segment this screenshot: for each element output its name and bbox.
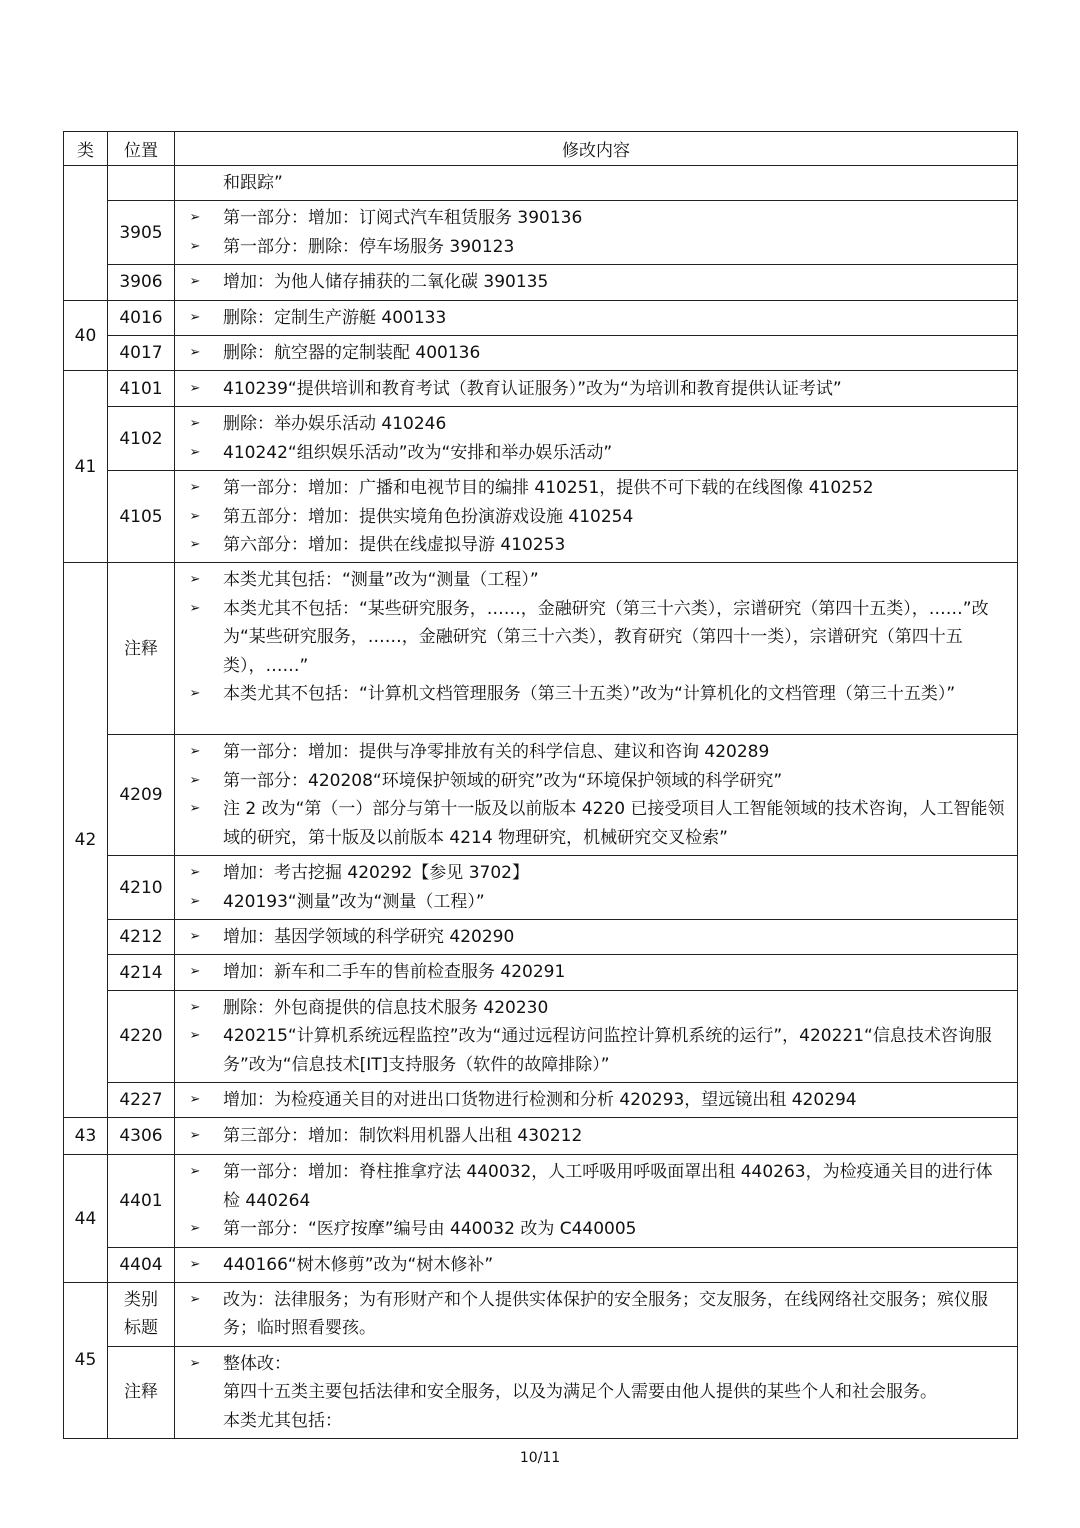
table-row [64,919,1018,954]
arrow-bullet-icon: ➢ [189,416,201,432]
table-row [64,1282,1018,1346]
bullet-item [185,1286,1009,1343]
class-cell: 42 [64,563,108,1118]
item-text: 增加：为检疫通关目的对进出口货物进行检测和分析 420293，望远镜出租 420294 [223,1089,857,1110]
position-label: 4017 [119,343,163,364]
bullet-item [185,1251,1009,1279]
item-text: 改为：法律服务；为有形财产和个人提供实体保护的安全服务；交友服务，在线网络社交服务；殡仪服务；临时照看婴孩。 [223,1289,988,1339]
class-cell: 40 [64,300,108,371]
position-cell [108,919,175,954]
position-label: 标题 [124,1318,158,1339]
table-row [64,955,1018,990]
bullet-item [185,680,1009,708]
arrow-bullet-icon: ➢ [189,572,201,588]
content-cell [175,990,1018,1082]
arrow-bullet-icon: ➢ [189,1128,201,1144]
position-cell [108,407,175,471]
arrow-bullet-icon: ➢ [189,865,201,881]
position-label: 3906 [119,272,163,293]
item-text: 增加：为他人储存捕获的二氧化碳 390135 [223,272,549,293]
table-row [64,407,1018,471]
content-cell [175,1282,1018,1346]
position-cell [108,1155,175,1247]
arrow-bullet-icon: ➢ [189,928,201,944]
position-cell [108,563,175,735]
table-row [64,371,1018,407]
table-body [64,166,1018,1439]
bullet-item [185,958,1009,986]
position-label: 4214 [119,962,163,983]
bullet-item [185,339,1009,367]
item-text: 删除：定制生产游艇 400133 [223,307,447,328]
item-text: 和跟踪” [223,173,283,193]
arrow-bullet-icon: ➢ [189,600,201,616]
text-line [185,1407,1009,1435]
position-label: 4404 [119,1254,163,1275]
position-cell [108,265,175,300]
arrow-bullet-icon: ➢ [189,380,201,396]
content-cell [175,300,1018,335]
item-text: 增加：考古挖掘 420292【参见 3702】 [223,863,529,884]
position-label: 注释 [124,638,158,659]
arrow-bullet-icon: ➢ [189,1028,201,1044]
item-text: 第六部分：增加：提供在线虚拟导游 410253 [223,535,566,556]
position-label: 4209 [119,785,163,806]
class-cell: 41 [64,371,108,563]
item-text: 删除：外包商提供的信息技术服务 420230 [223,997,549,1018]
bullet-item [185,531,1009,559]
table-row [64,1247,1018,1282]
position-cell [108,336,175,371]
arrow-bullet-icon: ➢ [189,238,201,254]
bullet-item [185,1022,1009,1079]
item-text: 本类尤其不包括：“计算机文档管理服务（第三十五类）”改为“计算机化的文档管理（第三十五类）” [223,684,956,705]
position-cell [108,1346,175,1438]
table-row [64,201,1018,265]
content-cell [175,856,1018,920]
position-cell [108,166,175,201]
position-cell [108,300,175,335]
arrow-bullet-icon: ➢ [189,772,201,788]
item-text: 第一部分：增加：提供与净零排放有关的科学信息、建议和咨询 420289 [223,742,770,763]
table-row [64,990,1018,1082]
arrow-bullet-icon: ➢ [189,1164,201,1180]
text-line [185,169,1009,197]
amendment-table-container [63,131,1017,1439]
bullet-item [185,410,1009,438]
bullet-item [185,439,1009,467]
bullet-item [185,923,1009,951]
table-row [64,856,1018,920]
arrow-bullet-icon: ➢ [189,444,201,460]
position-label: 4212 [119,927,163,948]
table-row [64,735,1018,856]
content-cell [175,955,1018,990]
content-cell [175,166,1018,201]
class-cell: 44 [64,1155,108,1283]
content-cell [175,471,1018,563]
content-cell [175,735,1018,856]
position-label: 类别 [124,1290,158,1311]
arrow-bullet-icon: ➢ [189,537,201,553]
header-position: 位置 [108,132,175,166]
bullet-item [185,1158,1009,1215]
bullet-item [185,1086,1009,1114]
position-cell [108,856,175,920]
item-text: 注 2 改为“第（一）部分与第十一版及以前版本 4220 已接受项目人工智能领域的技术咨询，人工智能领域的研究，第十版及以前版本 4214 物理研究，机械研究交叉检索” [223,799,1005,848]
item-text: 本类尤其不包括：“某些研究服务，……，金融研究（第三十六类），宗谱研究（第四十五类），……”改为“某些研究服务，……，金融研究（第三十六类），教育研究（第四十一类），宗谱研究（第四十五类），……” [223,598,989,676]
item-text: 440166“树木修剪”改为“树木修补” [223,1254,494,1275]
item-text: 420193“测量”改为“测量（工程）” [223,891,485,912]
bullet-item [185,268,1009,296]
item-text: 增加：新车和二手车的售前检查服务 420291 [223,962,566,983]
item-text: 本类尤其包括： [223,1410,342,1431]
position-cell [108,955,175,990]
table-row [64,1082,1018,1117]
header-content: 修改内容 [175,132,1018,166]
amendment-table [63,131,1018,1439]
content-cell [175,201,1018,265]
arrow-bullet-icon: ➢ [189,1291,201,1307]
bullet-item [185,795,1009,852]
arrow-bullet-icon: ➢ [189,999,201,1015]
content-cell [175,1346,1018,1438]
position-label: 3905 [119,222,163,243]
arrow-bullet-icon: ➢ [189,1355,201,1371]
bullet-item [185,304,1009,332]
bullet-item [185,1215,1009,1243]
item-text: 本类尤其包括：“测量”改为“测量（工程）” [223,570,539,591]
content-cell [175,563,1018,735]
item-text: 第一部分：删除：停车场服务 390123 [223,236,515,257]
arrow-bullet-icon: ➢ [189,508,201,524]
position-label: 4105 [119,506,163,527]
bullet-item [185,204,1009,232]
content-cell [175,336,1018,371]
content-cell [175,1082,1018,1117]
table-row [64,471,1018,563]
content-cell [175,1155,1018,1247]
arrow-bullet-icon: ➢ [189,1256,201,1272]
arrow-bullet-icon: ➢ [189,274,201,290]
position-cell [108,471,175,563]
class-cell [64,166,108,301]
content-cell [175,1118,1018,1155]
position-cell [108,371,175,407]
bullet-item [185,375,1009,403]
item-text: 第一部分：增加：广播和电视节目的编排 410251，提供不可下载的在线图像 410252 [223,478,874,499]
item-text: 410242“组织娱乐活动”改为“安排和举办娱乐活动” [223,442,613,463]
position-label: 4016 [119,307,163,328]
table-row [64,563,1018,735]
class-cell: 45 [64,1282,108,1438]
class-cell: 43 [64,1118,108,1155]
page-number: 10/11 [519,1450,561,1466]
arrow-bullet-icon: ➢ [189,1221,201,1237]
content-cell [175,371,1018,407]
table-header-row [64,132,1018,166]
position-cell [108,1082,175,1117]
header-class: 类 [64,132,108,166]
position-label: 4227 [119,1090,163,1111]
position-label: 4220 [119,1026,163,1047]
position-cell [108,735,175,856]
position-cell [108,1282,175,1346]
position-cell [108,1118,175,1155]
position-cell [108,201,175,265]
item-text: 420215“计算机系统远程监控”改为“通过远程访问监控计算机系统的运行”，420221“信息技术咨询服务”改为“信息技术[IT]支持服务（软件的故障排除）” [223,1026,992,1075]
arrow-bullet-icon: ➢ [189,964,201,980]
bullet-item [185,503,1009,531]
position-label: 4102 [119,428,163,449]
item-text: 第一部分：420208“环境保护领域的研究”改为“环境保护领域的科学研究” [223,770,783,791]
position-cell [108,1247,175,1282]
position-label: 4210 [119,877,163,898]
table-row [64,300,1018,335]
arrow-bullet-icon: ➢ [189,744,201,760]
text-line [185,1378,1009,1406]
item-text: 第一部分：“医疗按摩”编号由 440032 改为 C440005 [223,1219,637,1240]
bullet-item [185,566,1009,594]
content-cell [175,407,1018,471]
item-text: 整体改： [223,1353,291,1374]
table-row [64,1155,1018,1247]
position-label: 4101 [119,378,163,399]
bullet-item [185,859,1009,887]
content-cell [175,1247,1018,1282]
item-text: 第三部分：增加：制饮料用机器人出租 430212 [223,1126,583,1147]
bullet-item [185,994,1009,1022]
position-label: 4306 [119,1126,163,1147]
position-cell [108,990,175,1082]
table-row [64,336,1018,371]
item-text: 第一部分：增加：订阅式汽车租赁服务 390136 [223,208,583,229]
item-text: 删除：航空器的定制装配 400136 [223,343,481,364]
content-cell [175,265,1018,300]
bullet-item [185,1350,1009,1378]
arrow-bullet-icon: ➢ [189,801,201,817]
bullet-item [185,1122,1009,1150]
table-row [64,1346,1018,1438]
arrow-bullet-icon: ➢ [189,893,201,909]
bullet-item [185,888,1009,916]
table-row [64,166,1018,201]
bullet-item [185,474,1009,502]
arrow-bullet-icon: ➢ [189,345,201,361]
position-label: 注释 [124,1382,158,1403]
item-text: 增加：基因学领域的科学研究 420290 [223,926,515,947]
arrow-bullet-icon: ➢ [189,686,201,702]
content-cell [175,919,1018,954]
bullet-item [185,767,1009,795]
item-text: 删除：举办娱乐活动 410246 [223,414,447,435]
position-label: 4401 [119,1190,163,1211]
arrow-bullet-icon: ➢ [189,210,201,226]
item-text: 第五部分：增加：提供实境角色扮演游戏设施 410254 [223,506,634,527]
item-text: 第一部分：增加：脊柱推拿疗法 440032，人工呼吸用呼吸面罩出租 440263，为检疫通关目的进行体检 440264 [223,1162,993,1211]
bullet-item [185,738,1009,766]
table-row [64,265,1018,300]
arrow-bullet-icon: ➢ [189,309,201,325]
item-text: 第四十五类主要包括法律和安全服务，以及为满足个人需要由他人提供的某些个人和社会服务。 [223,1382,937,1403]
item-text: 410239“提供培训和教育考试（教育认证服务）”改为“为培训和教育提供认证考试” [223,378,842,399]
table-row [64,1118,1018,1155]
arrow-bullet-icon: ➢ [189,1091,201,1107]
bullet-item [185,595,1009,680]
arrow-bullet-icon: ➢ [189,480,201,496]
bullet-item [185,233,1009,261]
